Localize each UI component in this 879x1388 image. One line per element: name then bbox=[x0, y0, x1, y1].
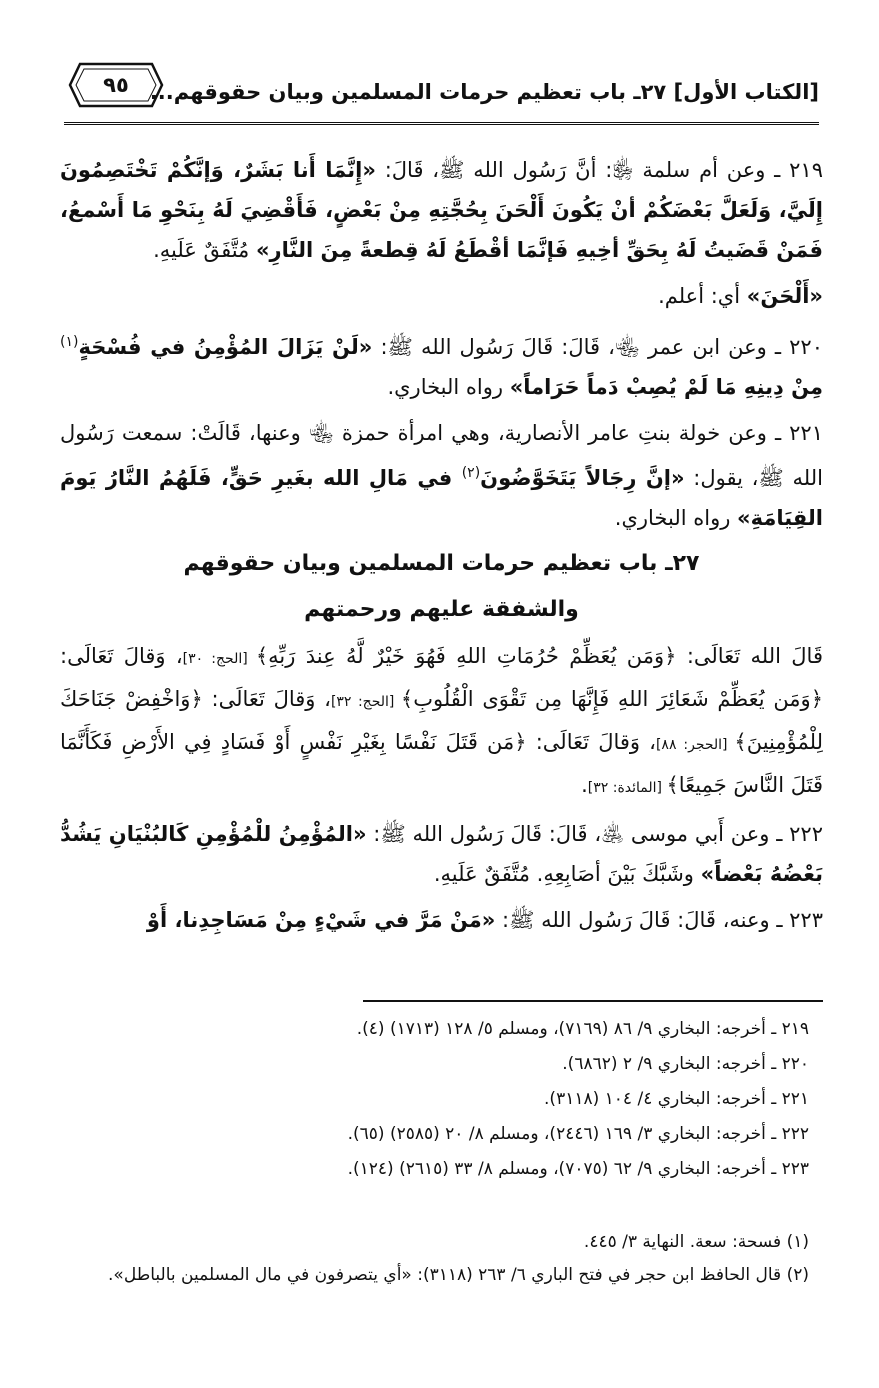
hadith-221-intro: ٢٢١ ـ وعن خولة بنتِ عامر الأنصارية، وهي امرأة حمزة ﵄ وعنها، قَالَتْ: سمعت رَسُول الله ﷺ، يقول: bbox=[60, 421, 823, 490]
takhrij-item: ٢٢٣ ـ أخرجه: البخاري ٩/ ٦٢ (٧٠٧٥)، ومسلم ٨/ ٣٣ (٢٦١٥) (١٢٤). bbox=[347, 1159, 809, 1179]
takhrij-list bbox=[60, 1012, 809, 1187]
verse-3: ﴿وَاخْفِضْ جَنَاحَكَ لِلْمُؤْمِنِينَ﴾ bbox=[60, 687, 823, 754]
takhrij-item: ٢٢٢ ـ أخرجه: البخاري ٣/ ١٦٩ (٢٤٤٦)، ومسلم ٨/ ٢٠ (٢٥٨٥) (٦٥). bbox=[347, 1124, 809, 1144]
running-title: [الكتاب الأول] ٢٧ـ باب تعظيم حرمات المسلمين وبيان حقوقهم... bbox=[149, 80, 819, 104]
verse-4: ﴿مَن قَتَلَ نَفْسًا بِغَيْرِ نَفْسٍ أَوْ فَسَادٍ فِي الأَرْضِ فَكَأَنَّمَا قَتَلَ النَّاسَ جَمِيعًا﴾ bbox=[60, 730, 823, 797]
page-header bbox=[64, 50, 819, 136]
hadith-221 bbox=[60, 413, 823, 538]
header-rule bbox=[64, 122, 819, 128]
verse-1: ﴿وَمَن يُعَظِّمْ حُرُمَاتِ اللهِ فَهُوَ خَيْرٌ لَّهُ عِندَ رَبِّهِ﴾ bbox=[255, 644, 677, 668]
verse-intro-3: ، وَقالَ تَعَالَى: bbox=[202, 687, 331, 711]
hadith-220 bbox=[60, 322, 823, 407]
hadith-223-intro: ٢٢٣ ـ وعنه، قَالَ: قَالَ رَسُول الله ﷺ: bbox=[495, 908, 823, 932]
chapter-heading-line-2: والشفقة عليهم ورحمتهم bbox=[304, 597, 579, 622]
hadith-222-matn: «المُؤْمِنُ للْمُؤْمِنِ كَالبُنْيَانِ يَشُدُّ بَعْضُهُ بَعْضاً» bbox=[60, 822, 823, 886]
verse-ref-1: [الحج: ٣٠] bbox=[182, 651, 256, 667]
verse-ref-4: [المائدة: ٣٢] bbox=[587, 780, 667, 796]
gloss-term: «أَلْحَنَ» bbox=[746, 284, 823, 308]
verse-2: ﴿وَمَن يُعَظِّمْ شَعَائِرَ اللهِ فَإِنَّهَا مِن تَقْوَى الْقُلُوبِ﴾ bbox=[400, 687, 823, 711]
footnote-mark-2[interactable]: (٢) bbox=[461, 465, 481, 481]
hadith-219-intro: ٢١٩ ـ وعن أم سلمة ﵂: أنَّ رَسُول الله ﷺ، قَالَ: bbox=[375, 158, 823, 182]
hadith-222-rest: وشَبَّكَ بَيْنَ أصَابِعِهِ. مُتَّفَقٌ عَلَيهِ. bbox=[433, 862, 701, 886]
footnote-mark-1[interactable]: (١) bbox=[60, 334, 79, 350]
hadith-221-matn-cont: في مَالِ الله بغَيرِ حَقٍّ، فَلَهُمُ النَّارُ يَومَ القِيَامَةِ» bbox=[60, 466, 823, 530]
hadith-219-source: مُتَّفَقٌ عَلَيهِ. bbox=[153, 238, 256, 262]
gloss-219 bbox=[60, 276, 823, 316]
hadith-220-matn: «لَنْ يَزَالَ المُؤْمِنُ في فُسْحَةٍ bbox=[78, 335, 373, 359]
hadith-222-intro: ٢٢٢ ـ وعن أَبي موسى ﵁، قَالَ: قَالَ رَسُول الله ﷺ: bbox=[366, 822, 823, 846]
takhrij-item: ٢٢١ ـ أخرجه: البخاري ٤/ ١٠٤ (٣١١٨). bbox=[544, 1089, 809, 1109]
gloss-meaning: أي: أعلم. bbox=[658, 284, 747, 308]
takhrij-item: ٢١٩ ـ أخرجه: البخاري ٩/ ٨٦ (٧١٦٩)، ومسلم ٥/ ١٢٨ (١٧١٣) (٤). bbox=[356, 1019, 809, 1039]
page-number-frame bbox=[66, 60, 166, 110]
takhrij-item: ٢٢٠ ـ أخرجه: البخاري ٩/ ٢ (٦٨٦٢). bbox=[562, 1054, 809, 1074]
main-text bbox=[60, 150, 823, 946]
hadith-221-source: رواه البخاري. bbox=[614, 506, 738, 530]
quran-verses bbox=[60, 636, 823, 808]
hadith-220-matn-cont: مِنْ دِينِهِ مَا لَمْ يُصِبْ دَماً حَرَاماً» bbox=[509, 375, 823, 399]
page-number: ٩٥ bbox=[103, 73, 129, 97]
verse-intro-4: ، وَقالَ تَعَالَى: bbox=[526, 730, 656, 754]
verse-ref-3: [الحجر: ٨٨] bbox=[655, 737, 735, 753]
footnote-2: (٢) قال الحافظ ابن حجر في فتح الباري ٦/ ٢٦٣ (٣١١٨): «أي يتصرفون في مال المسلمين بالباطل». bbox=[108, 1265, 809, 1285]
verses-end: . bbox=[581, 773, 588, 797]
footnote-1: (١) فسحة: سعة. النهاية ٣/ ٤٤٥. bbox=[583, 1232, 809, 1252]
hadith-221-matn: «إنَّ رِجَالاً يَتَخَوَّضُونَ bbox=[480, 466, 685, 490]
hadith-219 bbox=[60, 150, 823, 270]
hadith-219-matn: «إِنَّمَا أَنا بَشَرٌ، وَإنَّكُمْ تَخْتَصِمُونَ إِلَيَّ، وَلَعَلَّ بَعْضَكُمْ أنْ يَكُونَ أَلْحَنَ بِحُجَّتِهِ مِنْ بَعْضٍ، فَأَقْضِيَ لَهُ بِنَحْوِ مَا أَسْمعُ، فَمَنْ قَضَيتُ لَهُ بِحَقِّ أخِيهِ فَإنَّمَا أقْطَعُ لَهُ قِطعةً مِنَ النَّارِ» bbox=[60, 158, 823, 262]
verse-intro-1: قَالَ الله تَعَالَى: bbox=[676, 644, 823, 668]
verse-ref-2: [الحج: ٣٢] bbox=[330, 694, 401, 710]
verse-intro-2: ، وَقالَ تَعَالَى: bbox=[60, 644, 183, 668]
hadith-223 bbox=[60, 900, 823, 940]
hadith-220-intro: ٢٢٠ ـ وعن ابن عمر ﵄، قَالَ: قَالَ رَسُول الله ﷺ: bbox=[372, 335, 823, 359]
footnotes bbox=[60, 1226, 809, 1292]
hadith-223-matn: «مَنْ مَرَّ في شَيْءٍ مِنْ مَسَاجِدِنا، أَوْ bbox=[146, 908, 496, 932]
chapter-heading-line-1: ٢٧ـ باب تعظيم حرمات المسلمين وبيان حقوقهم bbox=[183, 551, 700, 576]
footnote-rule bbox=[363, 1000, 823, 1002]
hadith-220-source: رواه البخاري. bbox=[387, 375, 510, 399]
hadith-222 bbox=[60, 814, 823, 894]
